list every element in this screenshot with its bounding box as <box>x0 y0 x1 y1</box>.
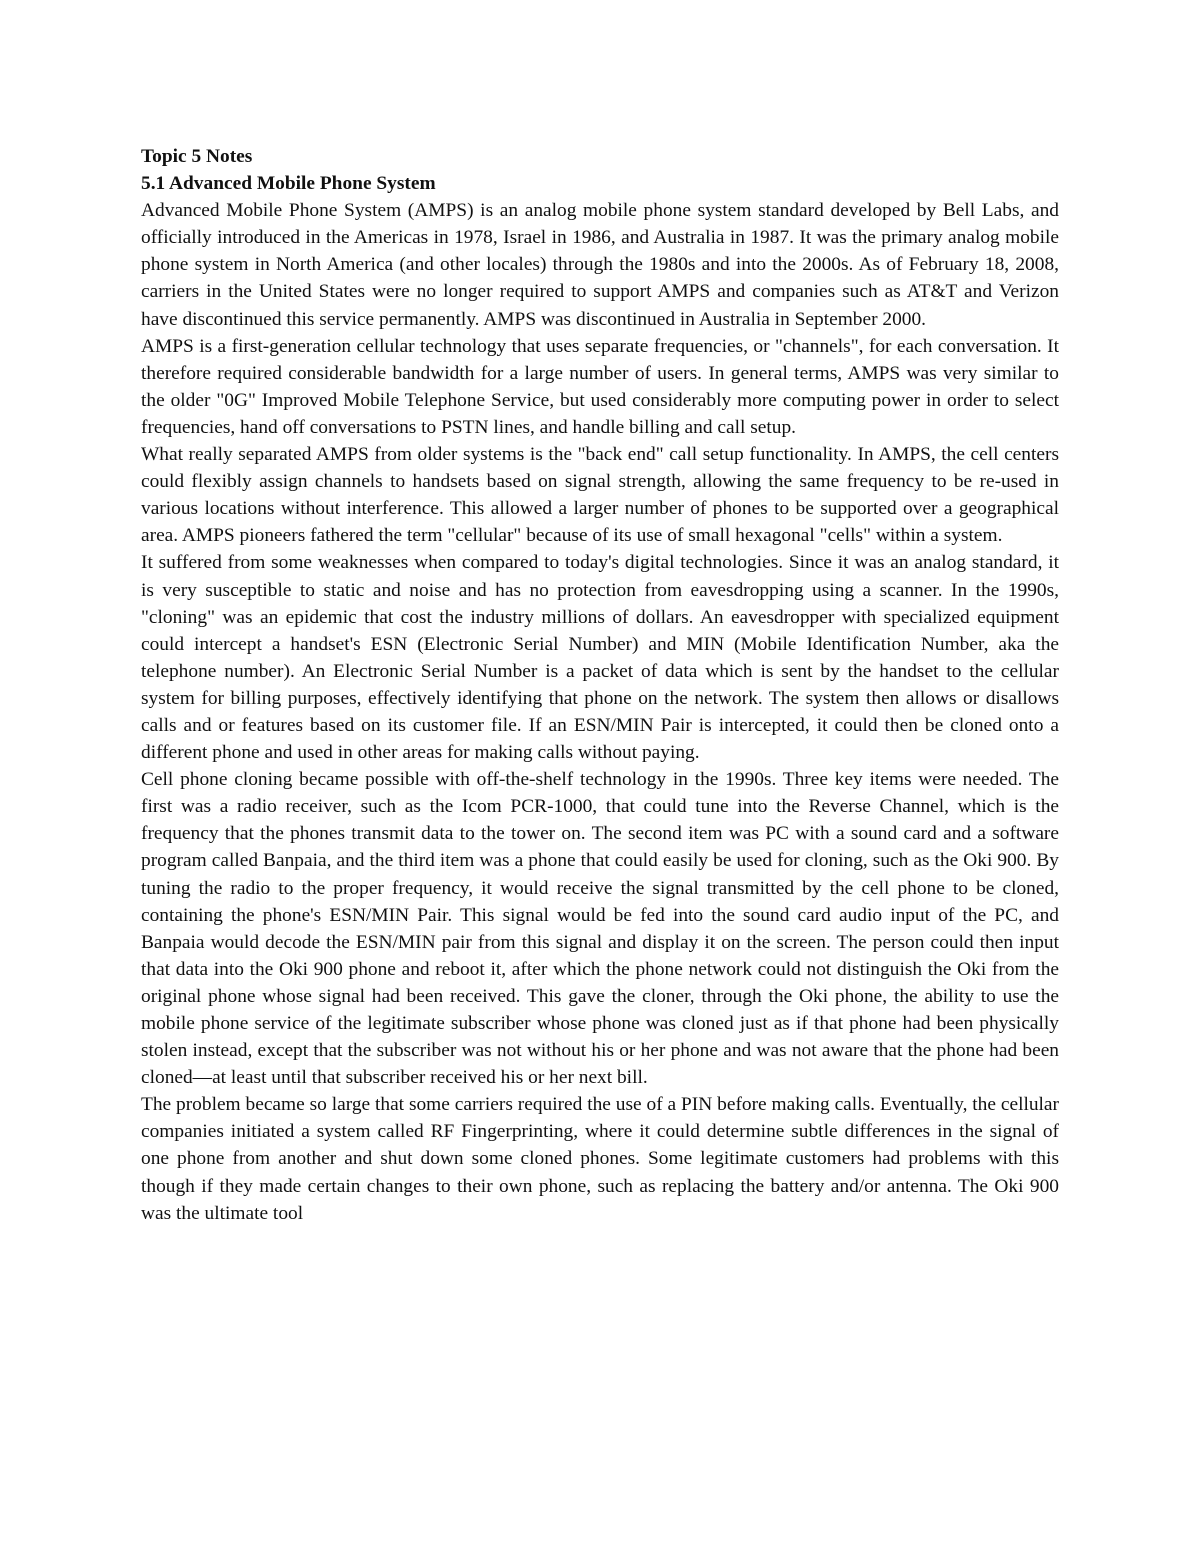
paragraph: What really separated AMPS from older systems is the "back end" call setup functionality. In AMPS, the cell centers could flexibly assign channels to handsets based on signal strength, allowing the same frequency to be re-used in various locations without interference. This allowed a larger number of phones to be supported over a geographical area. AMPS pioneers fathered the term "cellular" because of its use of small hexagonal "cells" within a system. <box>141 444 1059 547</box>
paragraph: The problem became so large that some carriers required the use of a PIN before making calls. Eventually, the cellular companies initiated a system called RF Fingerprinting, where it could determine subtle differences in the signal of one phone from another and shut down some cloned phones. Some legitimate customers had problems with this though if they made certain changes to their own phone, such as replacing the battery and/or antenna. The Oki 900 was the ultimate tool <box>141 1094 1059 1224</box>
paragraph: Advanced Mobile Phone System (AMPS) is an analog mobile phone system standard developed by Bell Labs, and officially introduced in the Americas in 1978, Israel in 1986, and Australia in 1987. It was the primary analog mobile phone system in North America (and other locales) through the 1980s and into the 2000s. As of February 18, 2008, carriers in the United States were no longer required to support AMPS and companies such as AT&T and Verizon have discontinued this service permanently. AMPS was discontinued in Australia in September 2000. <box>141 200 1059 330</box>
section-heading: 5.1 Advanced Mobile Phone System <box>141 173 436 195</box>
document-page <box>141 143 1059 1227</box>
paragraph: AMPS is a first-generation cellular technology that uses separate frequencies, or "channels", for each conversation. It therefore required considerable bandwidth for a large number of users. In general terms, AMPS was very similar to the older "0G" Improved Mobile Telephone Service, but used considerably more computing power in order to select frequencies, hand off conversations to PSTN lines, and handle billing and call setup. <box>141 335 1059 438</box>
paragraph: It suffered from some weaknesses when compared to today's digital technologies. Since it was an analog standard, it is very susceptible to static and noise and has no protection from eavesdropping using a scanner. In the 1990s, "cloning" was an epidemic that cost the industry millions of dollars. An eavesdropper with specialized equipment could intercept a handset's ESN (Electronic Serial Number) and MIN (Mobile Identification Number, aka the telephone number). An Electronic Serial Number is a packet of data which is sent by the handset to the cellular system for billing purposes, effectively identifying that phone on the network. The system then allows or disallows calls and or features based on its customer file. If an ESN/MIN Pair is intercepted, it could then be cloned onto a different phone and used in other areas for making calls without paying. <box>141 552 1059 764</box>
paragraph: Cell phone cloning became possible with off-the-shelf technology in the 1990s. Three key items were needed. The first was a radio receiver, such as the Icom PCR-1000, that could tune into the Reverse Channel, which is the frequency that the phones transmit data to the tower on. The second item was PC with a sound card and a software program called Banpaia, and the third item was a phone that could easily be used for cloning, such as the Oki 900. By tuning the radio to the proper frequency, it would receive the signal transmitted by the cell phone to be cloned, containing the phone's ESN/MIN Pair. This signal would be fed into the sound card audio input of the PC, and Banpaia would decode the ESN/MIN pair from this signal and display it on the screen. The person could then input that data into the Oki 900 phone and reboot it, after which the phone network could not distinguish the Oki from the original phone whose signal had been received. This gave the cloner, through the Oki phone, the ability to use the mobile phone service of the legitimate subscriber whose phone was cloned just as if that phone had been physically stolen instead, except that the subscriber was not without his or her phone and was not aware that the phone had been cloned—at least until that subscriber received his or her next bill. <box>141 769 1059 1089</box>
page-title: Topic 5 Notes <box>141 146 253 167</box>
